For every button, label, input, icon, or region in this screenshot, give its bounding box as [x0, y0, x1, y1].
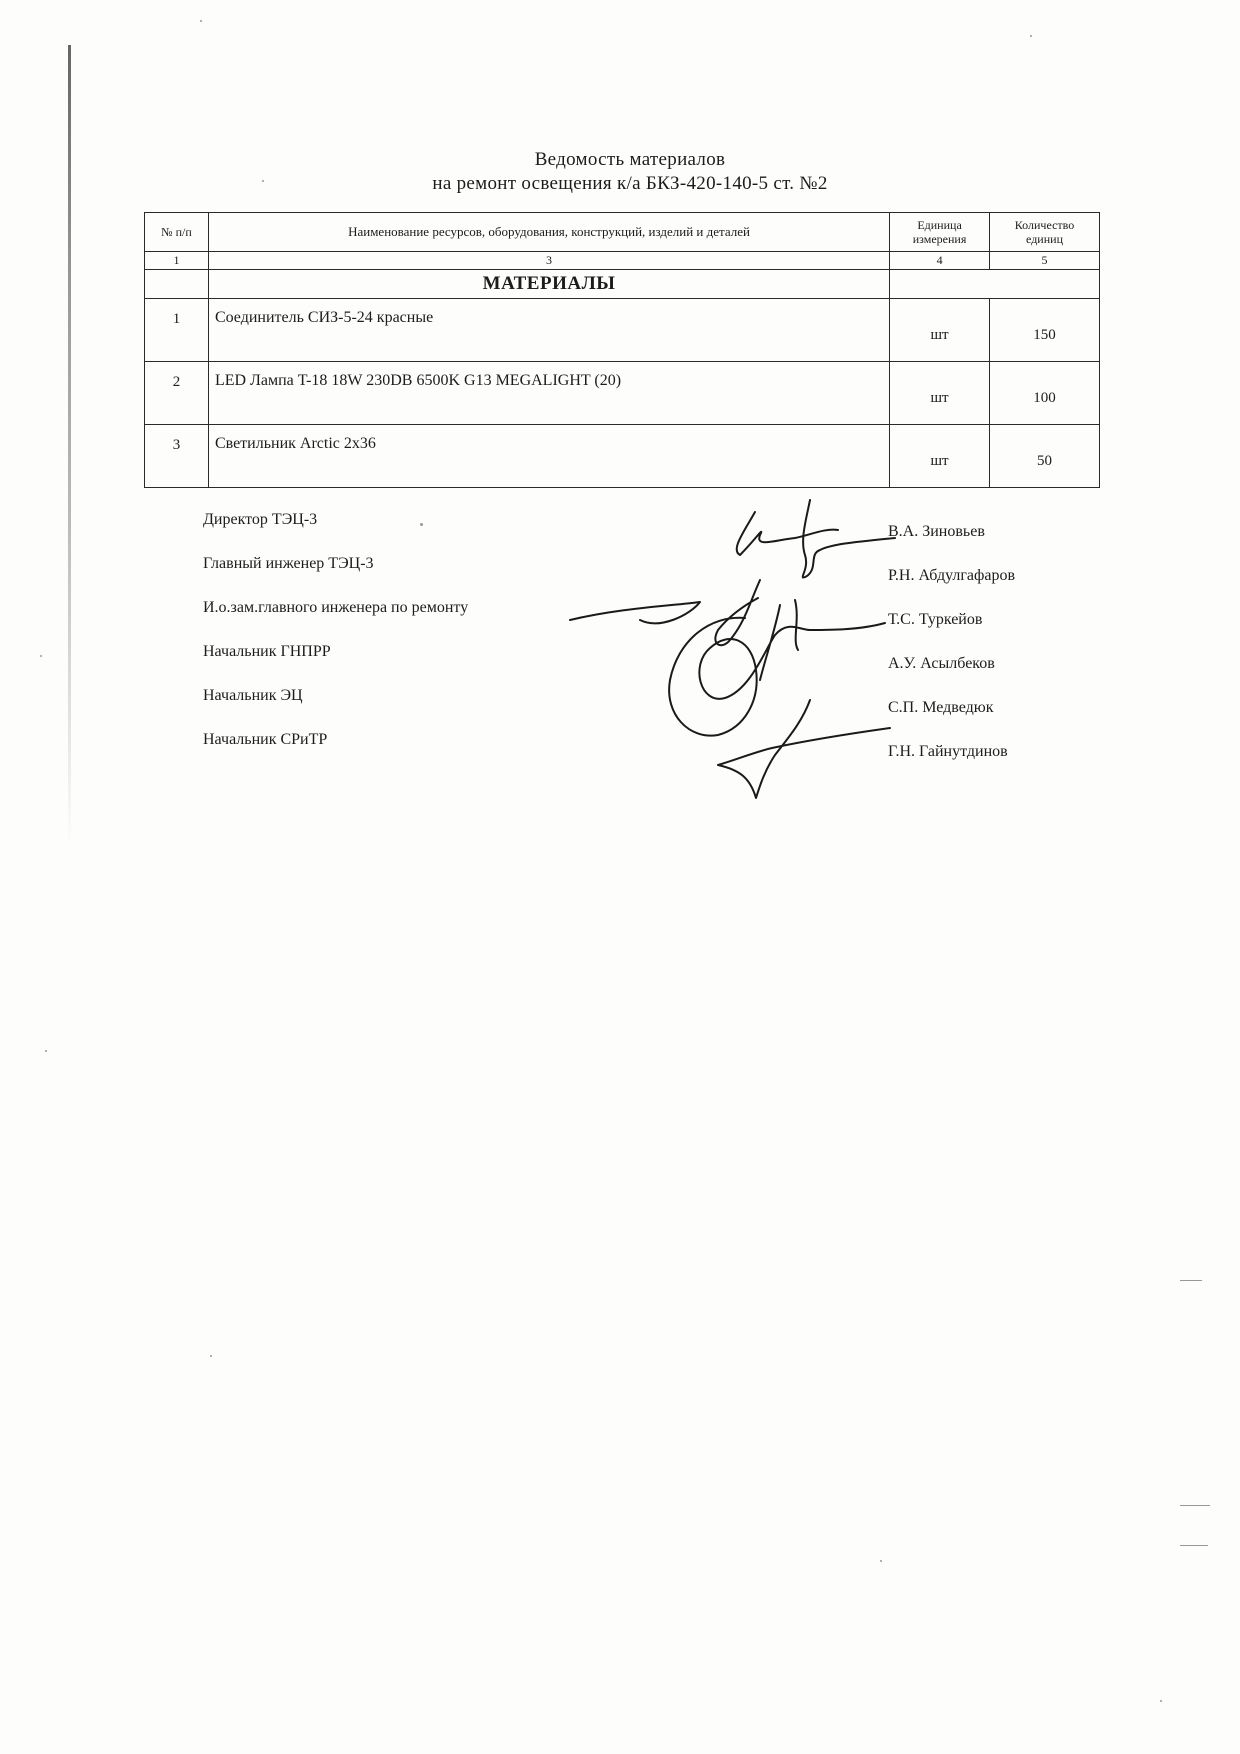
signatory-name: Г.Н. Гайнутдинов — [888, 743, 1008, 760]
row-unit: шт — [890, 425, 990, 488]
header-name: Наименование ресурсов, оборудования, конструкций, изделий и деталей — [208, 213, 889, 252]
scan-speckle — [880, 1560, 882, 1562]
scan-speckle — [200, 20, 202, 22]
position-head-ec: Начальник ЭЦ — [203, 687, 303, 704]
row-name: Светильник Arctic 2x36 — [208, 425, 889, 488]
header-unit: Единица измерения — [890, 213, 990, 252]
column-number: 4 — [890, 252, 990, 270]
signatory-positions — [203, 510, 468, 774]
column-number: 3 — [208, 252, 889, 270]
title-line-2: на ремонт освещения к/а БКЗ-420-140-5 ст. №2 — [432, 173, 828, 194]
header-num: № п/п — [145, 213, 209, 252]
signature-head-ec — [718, 700, 890, 798]
position-deputy-chief-engineer: И.о.зам.главного инженера по ремонту — [203, 599, 469, 616]
position-chief-engineer: Главный инженер ТЭЦ-3 — [203, 555, 374, 572]
scan-speckle — [1160, 1700, 1162, 1702]
row-num: 1 — [145, 299, 209, 362]
column-number: 5 — [990, 252, 1100, 270]
row-name: Соединитель СИЗ-5-24 красные — [208, 299, 889, 362]
table-row — [145, 362, 1100, 425]
position-head-gnprr: Начальник ГНПРР — [203, 643, 331, 660]
title-line-1: Ведомость материалов — [534, 149, 726, 170]
column-number: 1 — [145, 252, 209, 270]
section-row — [145, 270, 1100, 299]
handwritten-signatures — [560, 480, 920, 820]
section-title: МАТЕРИАЛЫ — [208, 270, 889, 299]
header-qty: Количество единиц — [990, 213, 1100, 252]
row-qty: 50 — [990, 425, 1100, 488]
row-num: 2 — [145, 362, 209, 425]
scan-speckle — [1180, 1545, 1208, 1546]
position-director: Директор ТЭЦ-3 — [203, 511, 318, 528]
materials-table — [144, 212, 1100, 488]
row-qty: 100 — [990, 362, 1100, 425]
signature-chief-engineer — [570, 580, 760, 645]
signatory-name: С.П. Медведюк — [888, 699, 994, 716]
row-name: LED Лампа T-18 18W 230DB 6500K G13 MEGALIGHT (20) — [208, 362, 889, 425]
row-num: 3 — [145, 425, 209, 488]
document-title — [0, 148, 1240, 196]
row-unit: шт — [890, 362, 990, 425]
scan-speckle — [1030, 35, 1032, 37]
table-row — [145, 299, 1100, 362]
row-unit: шт — [890, 299, 990, 362]
signature-deputy-chief — [669, 600, 885, 736]
signatory-name: Р.Н. Абдулгафаров — [888, 567, 1016, 584]
column-number-row — [145, 252, 1100, 270]
section-empty-cell — [145, 270, 209, 299]
table-row — [145, 425, 1100, 488]
signatory-name: Т.С. Туркейов — [888, 611, 983, 628]
position-head-sritr: Начальник СРиТР — [203, 731, 328, 748]
signature-director — [737, 500, 895, 578]
scan-speckle — [45, 1050, 47, 1052]
signatory-name: В.А. Зиновьев — [888, 523, 985, 540]
scan-speckle — [210, 1355, 212, 1357]
signatory-name: А.У. Асылбеков — [888, 655, 995, 672]
scan-speckle — [40, 655, 42, 657]
table-header-row — [145, 213, 1100, 252]
section-empty-cell — [890, 270, 1100, 299]
scan-speckle — [1180, 1280, 1202, 1281]
scan-speckle — [1180, 1505, 1210, 1506]
row-qty: 150 — [990, 299, 1100, 362]
